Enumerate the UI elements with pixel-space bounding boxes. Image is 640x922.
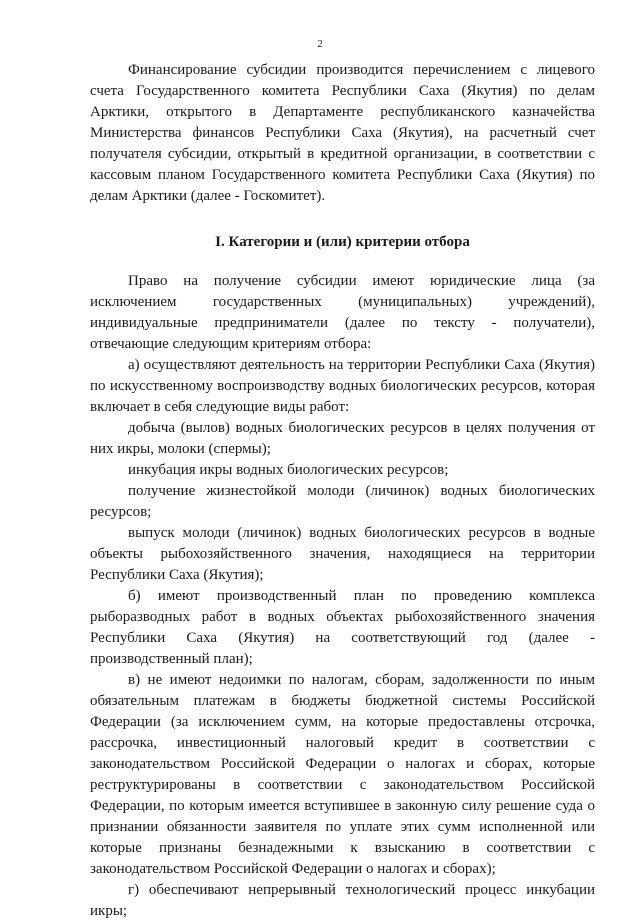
- page-number: 2: [317, 38, 323, 50]
- document-body: [90, 60, 595, 922]
- criterion-c-paragraph: в) не имеют недоимки по налогам, сборам, задолженности по иным обязательным платежам в бюджеты бюджетной системы Российской Федерации (за исключением сумм, на которые предоставлены отсрочка, рассрочка, инвестиционный налоговый кредит в соответствии с законодательством Российской Федерации о налогах и сборах, которые реструктурированы в соответствии с законодательством Российской Федерации, по которым имеется вступившее в законную силу решение суда о признании обязанности заявителя по уплате этих сумм исполненной или которые признаны безнадежными к взысканию в соответствии с законодательством Российской Федерации о налогах и сборах);: [90, 672, 595, 877]
- criterion-a-paragraph: а) осуществляют деятельность на территории Республики Саха (Якутия) по искусственному воспроизводству водных биологических ресурсов, которая включает в себя следующие виды работ:: [90, 357, 595, 415]
- section-heading: I. Категории и (или) критерии отбора: [215, 234, 470, 250]
- section-paragraph-eligibility: Право на получение субсидии имеют юридические лица (за исключением государственных (муниципальных) учреждений), индивидуальные предприниматели (далее по тексту - получатели), отвечающие следующим критериям отбора:: [90, 273, 595, 352]
- intro-paragraph: Финансирование субсидии производится перечислением с лицевого счета Государственного комитета Республики Саха (Якутия) по делам Арктики, открытого в Департаменте республиканского казначейства Министерства финансов Республики Саха (Якутия), на расчетный счет получателя субсидии, открытый в кредитной организации, в соответствии с кассовым планом Государственного комитета Республики Саха (Якутия) по делам Арктики (далее - Госкомитет).: [90, 62, 595, 204]
- criterion-g-paragraph: г) обеспечивают непрерывный технологический процесс инкубации икры;: [90, 882, 595, 919]
- work-item-juveniles: получение жизнестойкой молоди (личинок) водных биологических ресурсов;: [90, 483, 595, 520]
- work-item-catch: добыча (вылов) водных биологических ресурсов в целях получения от них икры, молоки (спермы);: [90, 420, 595, 457]
- work-item-release: выпуск молоди (личинок) водных биологических ресурсов в водные объекты рыбохозяйственного значения, находящиеся на территории Республики Саха (Якутия);: [90, 525, 595, 583]
- criterion-b-paragraph: б) имеют производственный план по проведению комплекса рыборазводных работ в водных объектах рыбохозяйственного значения Республики Саха (Якутия) на соответствующий год (далее - производственный план);: [90, 588, 595, 667]
- work-item-incubation: инкубация икры водных биологических ресурсов;: [128, 462, 449, 478]
